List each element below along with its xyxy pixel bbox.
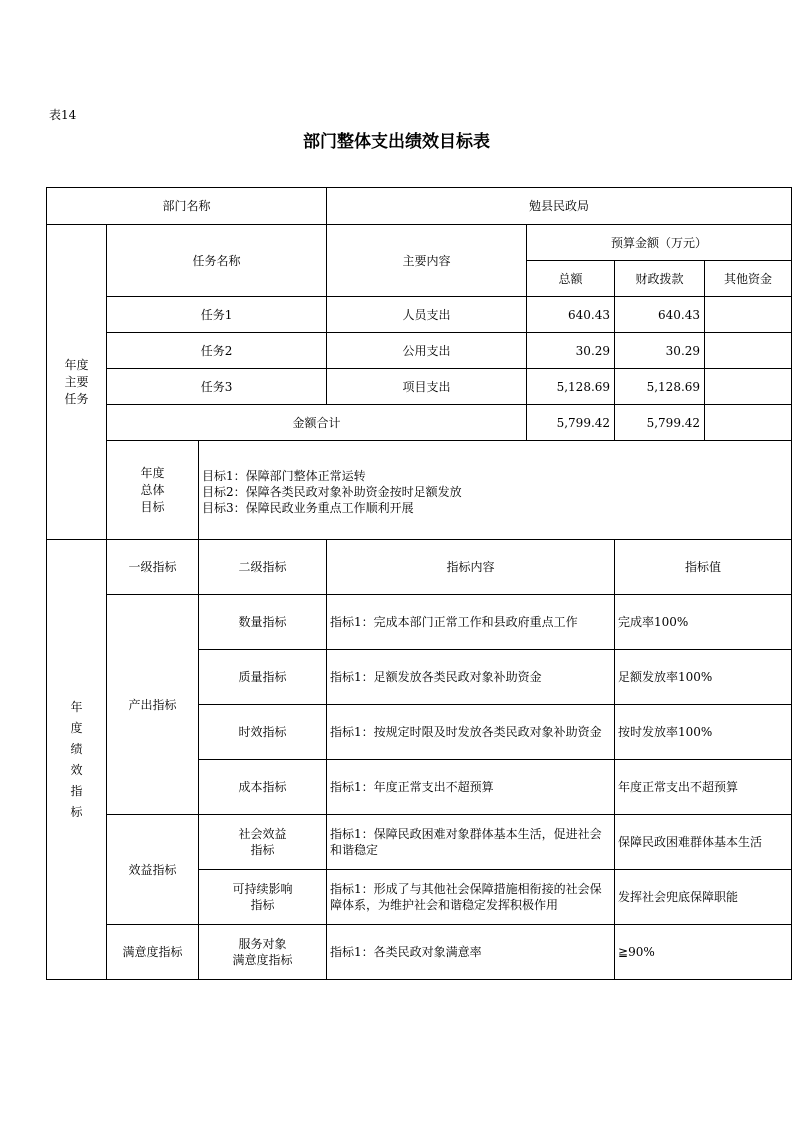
budget-header: 预算金额（万元） xyxy=(527,225,792,261)
task-other xyxy=(705,297,792,333)
task-total: 640.43 xyxy=(527,297,615,333)
task-name-header: 任务名称 xyxy=(107,225,327,297)
sum-total: 5,799.42 xyxy=(527,405,615,441)
indicator-value: 完成率100% xyxy=(615,595,792,650)
table-row xyxy=(47,595,792,650)
goal-line: 目标3：保障民政业务重点工作顺利开展 xyxy=(202,501,414,515)
value-header: 指标值 xyxy=(615,540,792,595)
level2-cell: 成本指标 xyxy=(199,760,327,815)
output-group: 产出指标 xyxy=(107,595,199,815)
task-name: 任务2 xyxy=(107,333,327,369)
indicators-label: 年 度 绩 效 指 标 xyxy=(47,540,107,980)
main-content-header: 主要内容 xyxy=(327,225,527,297)
annual-tasks-label: 年度 主要 任务 xyxy=(47,225,107,540)
indicator-value: ≧90% xyxy=(615,925,792,980)
table-row xyxy=(47,925,792,980)
table-row xyxy=(47,297,792,333)
indicator-value: 保障民政困难群体基本生活 xyxy=(615,815,792,870)
indicator-value: 发挥社会兜底保障职能 xyxy=(615,870,792,925)
satisfaction-group: 满意度指标 xyxy=(107,925,199,980)
department-value: 勉县民政局 xyxy=(327,188,792,225)
task-other xyxy=(705,369,792,405)
level2-cell: 时效指标 xyxy=(199,705,327,760)
level2-cell: 数量指标 xyxy=(199,595,327,650)
page-title: 部门整体支出绩效目标表 xyxy=(303,132,490,152)
task-content: 人员支出 xyxy=(327,297,527,333)
indicator-content: 指标1：保障民政困难对象群体基本生活，促进社会和谐稳定 xyxy=(327,815,615,870)
sum-other xyxy=(705,405,792,441)
other-header: 其他资金 xyxy=(705,261,792,297)
performance-target-table xyxy=(46,187,792,980)
overall-goals-content xyxy=(199,441,792,540)
goal-line: 目标2：保障各类民政对象补助资金按时足额发放 xyxy=(202,485,462,499)
table-row xyxy=(47,333,792,369)
task-fiscal: 30.29 xyxy=(615,333,705,369)
indicator-value: 年度正常支出不超预算 xyxy=(615,760,792,815)
sum-label: 金额合计 xyxy=(107,405,527,441)
level2-cell: 可持续影响 指标 xyxy=(199,870,327,925)
table-row xyxy=(47,815,792,870)
sum-row xyxy=(47,405,792,441)
task-fiscal: 640.43 xyxy=(615,297,705,333)
table-row xyxy=(47,369,792,405)
level2-cell: 质量指标 xyxy=(199,650,327,705)
task-total: 30.29 xyxy=(527,333,615,369)
indicator-content: 指标1：形成了与其他社会保障措施相衔接的社会保障体系，为维护社会和谐稳定发挥积极作用 xyxy=(327,870,615,925)
level1-header: 一级指标 xyxy=(107,540,199,595)
task-name: 任务1 xyxy=(107,297,327,333)
task-other xyxy=(705,333,792,369)
content-header: 指标内容 xyxy=(327,540,615,595)
task-fiscal: 5,128.69 xyxy=(615,369,705,405)
indicator-content: 指标1：完成本部门正常工作和县政府重点工作 xyxy=(327,595,615,650)
table-number: 表14 xyxy=(49,108,77,122)
benefit-group: 效益指标 xyxy=(107,815,199,925)
level2-header: 二级指标 xyxy=(199,540,327,595)
task-name: 任务3 xyxy=(107,369,327,405)
fiscal-header: 财政拨款 xyxy=(615,261,705,297)
task-content: 公用支出 xyxy=(327,333,527,369)
indicator-content: 指标1：年度正常支出不超预算 xyxy=(327,760,615,815)
indicator-content: 指标1：各类民政对象满意率 xyxy=(327,925,615,980)
goal-line: 目标1：保障部门整体正常运转 xyxy=(202,469,366,483)
level2-cell: 社会效益 指标 xyxy=(199,815,327,870)
overall-goals-label: 年度 总体 目标 xyxy=(107,441,199,540)
sum-fiscal: 5,799.42 xyxy=(615,405,705,441)
indicator-value: 按时发放率100% xyxy=(615,705,792,760)
total-header: 总额 xyxy=(527,261,615,297)
task-content: 项目支出 xyxy=(327,369,527,405)
task-total: 5,128.69 xyxy=(527,369,615,405)
department-label: 部门名称 xyxy=(47,188,327,225)
indicator-content: 指标1：足额发放各类民政对象补助资金 xyxy=(327,650,615,705)
indicator-content: 指标1：按规定时限及时发放各类民政对象补助资金 xyxy=(327,705,615,760)
indicator-value: 足额发放率100% xyxy=(615,650,792,705)
level2-cell: 服务对象 满意度指标 xyxy=(199,925,327,980)
